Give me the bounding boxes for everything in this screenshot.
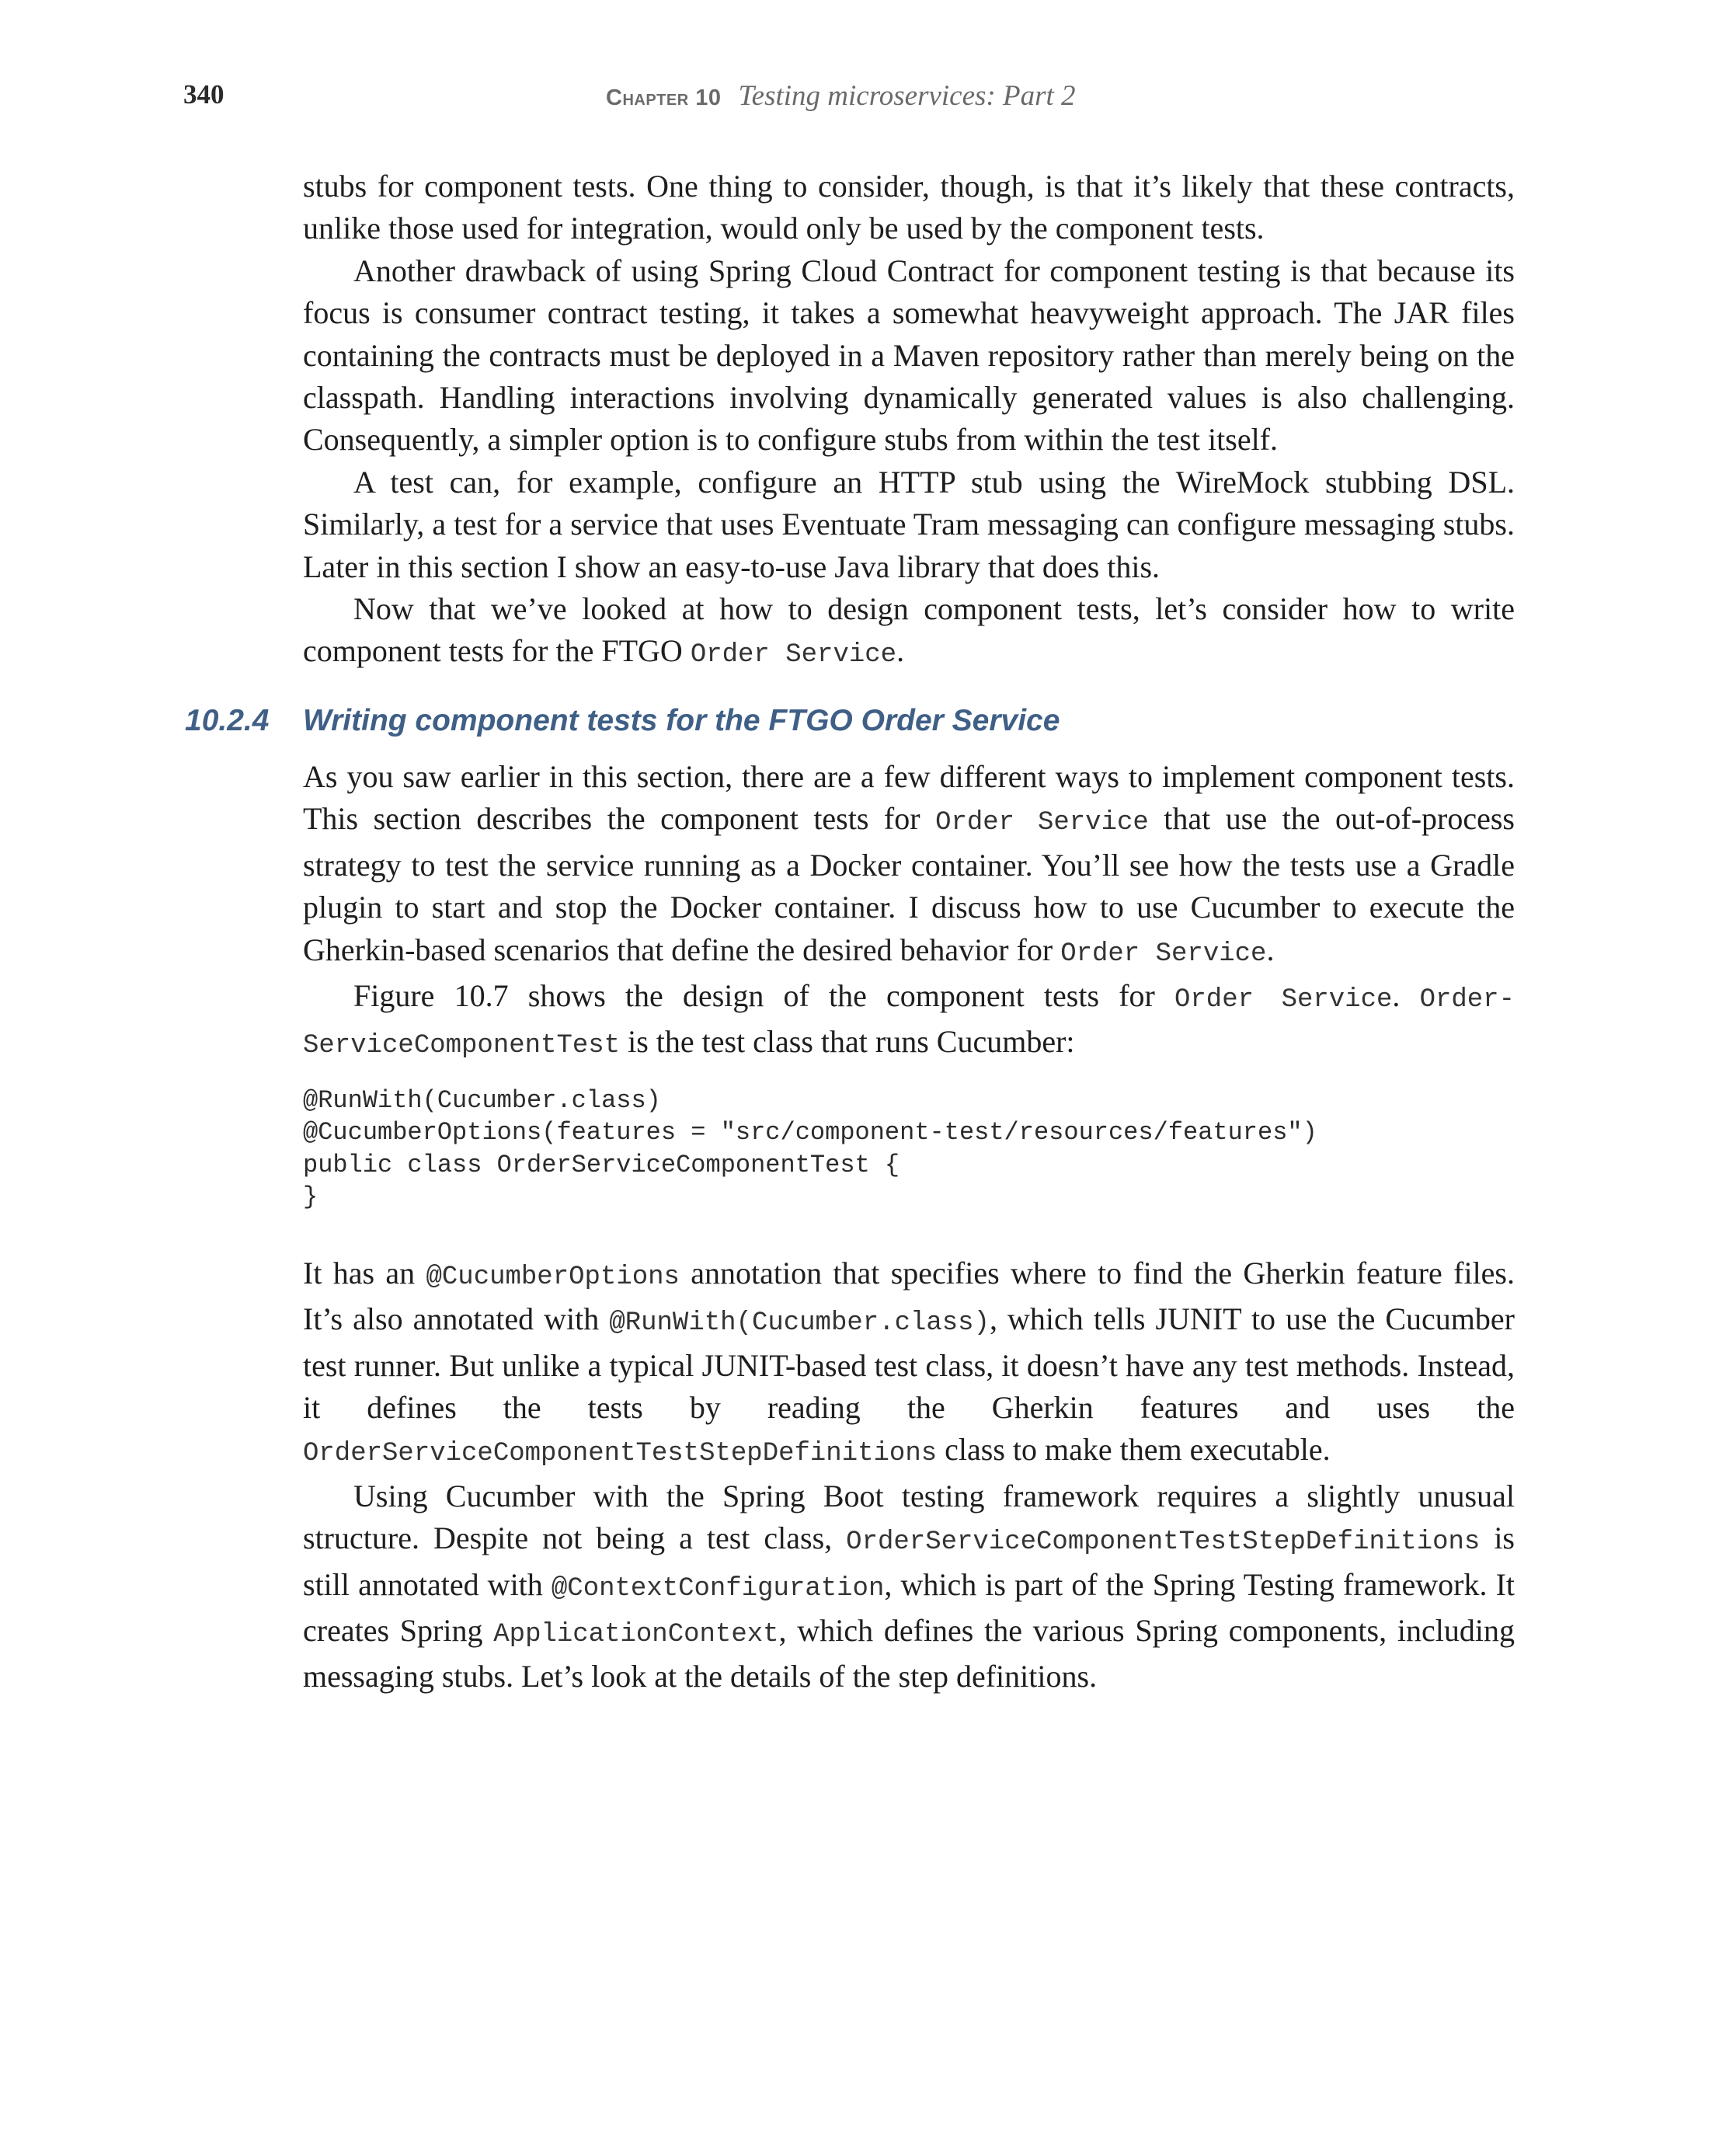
inline-code: @ContextConfiguration <box>551 1573 885 1604</box>
page-number: 340 <box>183 79 224 110</box>
code-line: } <box>303 1182 318 1212</box>
chapter-label <box>606 85 722 110</box>
paragraph-text: Using Cucumber with the Spring Boot testing framework requires a slightly unusual structure. Despite not being a test class, <box>303 1478 1515 1556</box>
running-head <box>606 79 1076 113</box>
paragraph-text: . <box>1392 977 1420 1013</box>
inline-code: OrderServiceComponentTestStepDefinitions <box>846 1527 1481 1558</box>
paragraph-wiremock <box>303 462 1515 588</box>
inline-code: Order Service <box>690 640 897 670</box>
paragraph-text: is still annotated with <box>303 1520 1515 1602</box>
paragraph-text: , which defines the various Spring components, including messaging stubs. Let’s look at the details of the step definitions. <box>303 1612 1515 1694</box>
section-title: Writing component tests for the FTGO Order Service <box>303 703 1060 737</box>
code-line: public class OrderServiceComponentTest { <box>303 1150 900 1179</box>
page-body <box>185 165 1515 1698</box>
inline-code: Order Service <box>1060 939 1267 969</box>
inline-code: OrderServiceComponentTestStepDefinitions <box>303 1439 938 1469</box>
chapter-number: 10 <box>695 85 722 110</box>
inline-code: Order Service <box>935 808 1149 838</box>
code-line: @RunWith(Cucumber.class) <box>303 1085 661 1115</box>
paragraph-text: Figure 10.7 shows the design of the component tests for <box>353 977 1174 1013</box>
paragraph-text: Now that we’ve looked at how to design component tests, let’s consider how to write component tests for the FTGO <box>303 591 1515 669</box>
page-header <box>0 79 1719 126</box>
inline-code: @RunWith(Cucumber.class) <box>609 1308 990 1339</box>
paragraph-text: that use the out-of-process strategy to test the service running as a Docker container. You’ll see how the tests use a Gradle plugin to start and stop the Docker container. I discuss how to use Cucumber to execute the Gherkin-based scenarios that define the desired behavior for <box>303 801 1515 967</box>
paragraph-text: stubs for component tests. One thing to consider, though, is that it’s likely that these contracts, unlike those used for integration, would only be used by the component tests. <box>303 169 1515 246</box>
paragraph-text: class to make them executable. <box>937 1432 1331 1468</box>
paragraph-text: , which tells JUNIT to use the Cucumber test runner. But unlike a typical JUNIT-based test class, it doesn’t have any test methods. Instead, it defines the tests by reading the Gherkin features and uses the <box>303 1301 1515 1425</box>
code-listing <box>303 1085 1515 1214</box>
inline-code: ApplicationContext <box>493 1619 779 1649</box>
paragraph-text: , which is part of the Spring Testing framework. It creates Spring <box>303 1566 1515 1648</box>
paragraph-text: A test can, for example, configure an HTTP stub using the WireMock stubbing DSL. Similarly, a test for a service that uses Eventuate Tram messaging can configure messaging stubs. Later in this section I show an easy-to-use Java library that does this. <box>303 464 1515 584</box>
paragraph-text: Another drawback of using Spring Cloud Contract for component testing is that because its focus is consumer contract testing, it takes a somewhat heavyweight approach. The JAR files containing the contracts must be deployed in a Maven repository rather than merely being on the classpath. Handling interactions involving dynamically generated values is also challenging. Consequently, a simpler option is to configure stubs from within the test itself. <box>303 253 1515 458</box>
paragraph-text: It has an <box>303 1255 426 1290</box>
paragraph-text: . <box>896 633 905 669</box>
inline-code: @CucumberOptions <box>426 1262 680 1292</box>
chapter-title: Testing microservices: Part 2 <box>738 80 1076 112</box>
paragraph-text: is the test class that runs Cucumber: <box>620 1024 1075 1060</box>
paragraph-figure-reference <box>303 975 1515 1068</box>
paragraph-text: As you saw earlier in this section, there are a few different ways to implement component tests. This section describes the component tests for <box>303 758 1515 837</box>
paragraph-continuation <box>303 165 1515 250</box>
inline-code: OrderServiceComponentTest <box>303 984 1515 1061</box>
paragraph-transition <box>303 588 1515 677</box>
paragraph-text: annotation that specifies where to find the Gherkin feature files. It’s also annotated with <box>303 1255 1515 1337</box>
chapter-word: Chapter <box>606 85 689 110</box>
paragraph-spring-boot <box>303 1475 1515 1698</box>
paragraph-annotations <box>303 1252 1515 1475</box>
section-heading <box>185 700 1515 742</box>
paragraph-text: . <box>1266 932 1275 967</box>
section-number: 10.2.4 <box>185 703 270 737</box>
paragraph-spring-cloud-drawback <box>303 250 1515 462</box>
paragraph-section-intro <box>303 756 1515 975</box>
inline-code: Order Service <box>1174 984 1393 1015</box>
code-line: @CucumberOptions(features = "src/component-test/resources/features") <box>303 1118 1317 1148</box>
